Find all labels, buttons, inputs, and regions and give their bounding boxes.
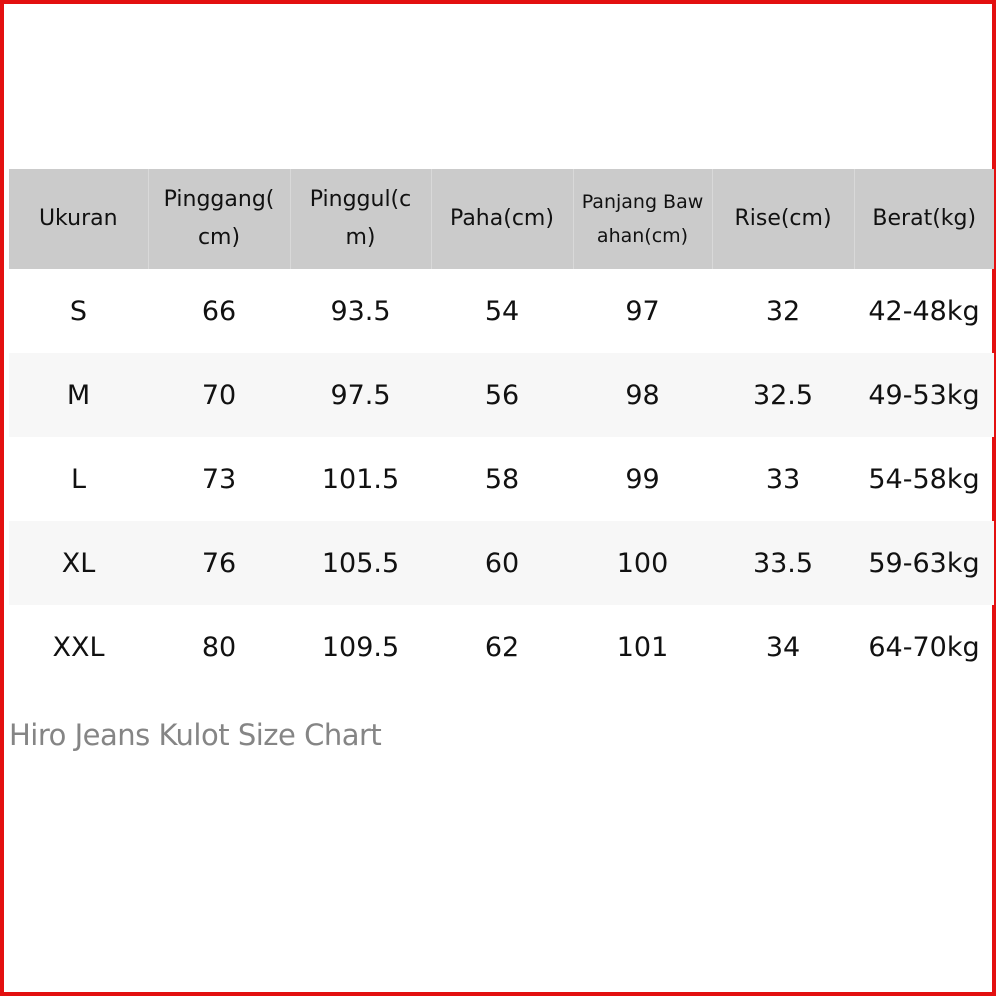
cell-pinggul: 97.5 — [330, 379, 391, 411]
cell-size: L — [70, 463, 87, 495]
cell-rise: 33.5 — [752, 547, 814, 579]
cell-rise: 33 — [765, 463, 801, 495]
table-row — [9, 353, 994, 437]
cell-paha: 62 — [484, 631, 520, 663]
cell-paha: 58 — [484, 463, 520, 495]
header-pinggul: Pinggul(c m) — [290, 169, 431, 269]
cell-size: XL — [61, 547, 96, 579]
cell-rise: 34 — [765, 631, 801, 663]
cell-pinggang: 70 — [201, 379, 237, 411]
cell-pinggang: 73 — [201, 463, 237, 495]
cell-pinggul: 105.5 — [321, 547, 400, 579]
cell-berat: 54-58kg — [868, 463, 980, 495]
size-chart-table — [9, 169, 994, 689]
cell-pinggul: 93.5 — [330, 295, 391, 327]
cell-berat: 42-48kg — [868, 295, 980, 327]
cell-size: S — [69, 295, 88, 327]
cell-paha: 54 — [484, 295, 520, 327]
cell-size: M — [66, 379, 91, 411]
cell-pinggang: 80 — [201, 631, 237, 663]
table-body — [9, 269, 994, 689]
cell-paha: 60 — [484, 547, 520, 579]
cell-rise: 32 — [765, 295, 801, 327]
header-ukuran: Ukuran — [38, 206, 118, 231]
header-paha: Paha(cm) — [431, 169, 573, 269]
table-row — [9, 521, 994, 605]
cell-berat: 59-63kg — [868, 547, 980, 579]
cell-panjang-bawahan: 98 — [625, 379, 660, 411]
header-panjang-bawahan: Panjang Baw ahan(cm) — [573, 169, 712, 269]
table-header — [9, 169, 994, 269]
cell-pinggul: 101.5 — [321, 463, 400, 495]
cell-panjang-bawahan: 100 — [616, 547, 669, 579]
table-row — [9, 605, 994, 689]
cell-pinggang: 66 — [201, 295, 237, 327]
table-row — [9, 437, 994, 521]
header-row — [9, 169, 994, 269]
header-pinggang: Pinggang( cm) — [148, 169, 290, 269]
cell-berat: 64-70kg — [868, 631, 980, 663]
cell-rise: 32.5 — [752, 379, 814, 411]
cell-size: XXL — [52, 631, 105, 663]
table-row — [9, 269, 994, 353]
cell-paha: 56 — [484, 379, 520, 411]
cell-panjang-bawahan: 101 — [616, 631, 669, 663]
cell-pinggang: 76 — [201, 547, 237, 579]
cell-pinggul: 109.5 — [321, 631, 400, 663]
cell-panjang-bawahan: 97 — [625, 295, 660, 327]
header-rise: Rise(cm) — [712, 169, 854, 269]
cell-berat: 49-53kg — [868, 379, 980, 411]
cell-panjang-bawahan: 99 — [625, 463, 660, 495]
chart-caption: Hiro Jeans Kulot Size Chart — [9, 718, 382, 752]
header-berat: Berat(kg) — [854, 169, 994, 269]
